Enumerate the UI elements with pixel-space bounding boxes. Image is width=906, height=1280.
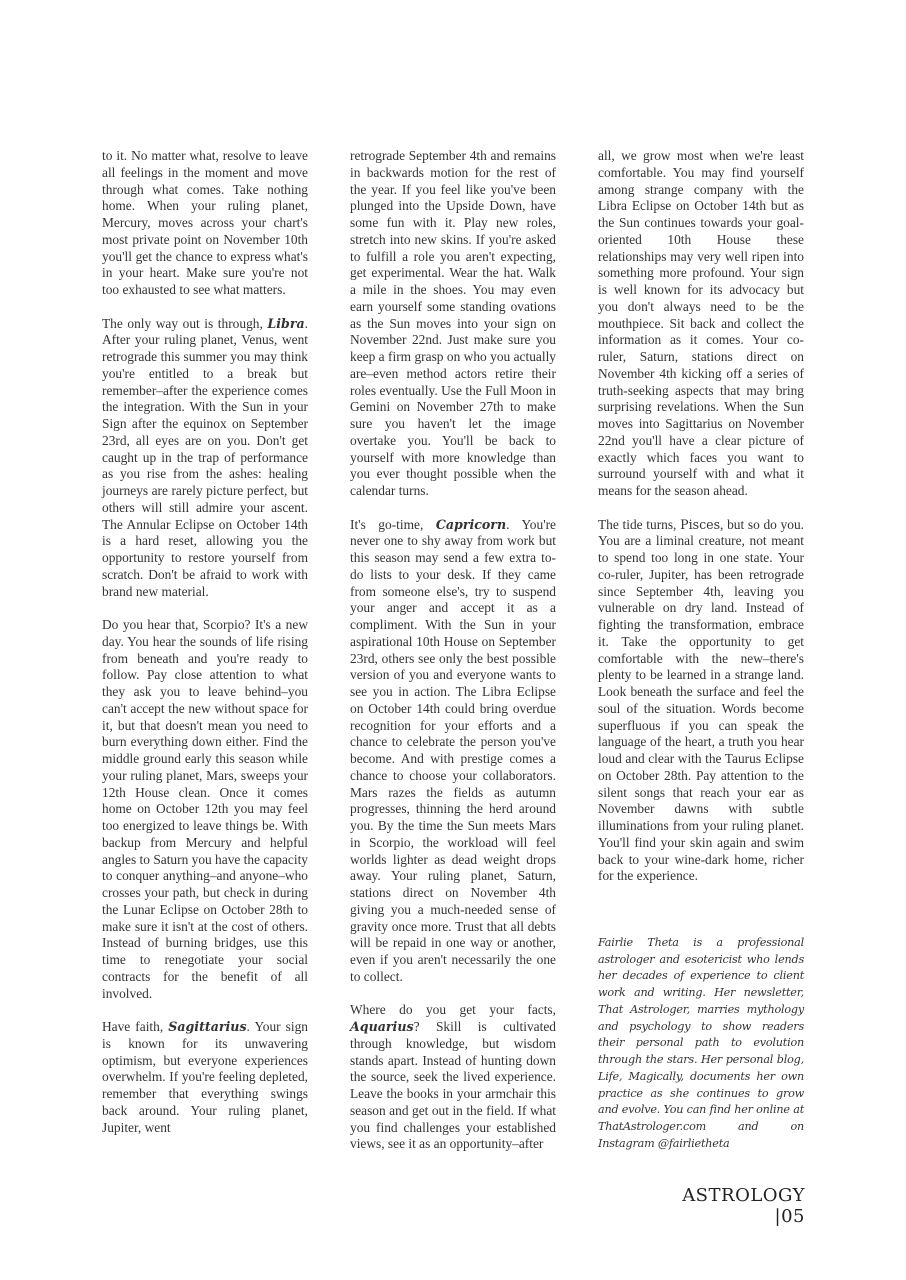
paragraph-gemini-end: to it. No matter what, resolve to leave all feelings in the moment and move through what comes. Take nothing home. When your ruling planet, Mercury, moves across your chart's most private point on November 10th you'll get the chance to express what's in your heart. Make sure you're not too exhausted to see what matters.	[102, 148, 308, 297]
author-bio: Fairlie Theta is a professional astrologer and esotericist who lends her decades of experience to client work and writing. Her newsletter, That Astrologer, marries mythology and psychology to show readers their personal path to evolution through the stars. Her personal blog, Life, Magically, documents her own practice as she continues to grow and evolve. You can find her online at ThatAstrologer.com and on Instagram @fairlietheta	[598, 935, 804, 1150]
folio-separator: |	[774, 1206, 782, 1227]
sign-name-sagittarius: Sagittarius	[168, 1019, 247, 1034]
paragraph-libra: The only way out is through, Libra. After your ruling planet, Venus, went retrograde this summer you may think you're entitled to a break but remember–after the experience comes the integration. With the Sun in your Sign after the equinox on September 23rd, all eyes are on you. Don't get caught up in the trap of performance as you rise from the ashes: healing journeys are rarely picture perfect, but others will still admire your ascent. The Annular Eclipse on October 14th is a hard reset, allowing you the opportunity to restore yourself from scratch. Don't be afraid to work with brand new material.	[102, 315, 308, 599]
sign-name-capricorn: Capricorn	[435, 516, 507, 532]
sign-name-libra: Libra	[267, 315, 305, 331]
paragraph-pisces: The tide turns, Pisces, but so do you. You are a liminal creature, not meant to spend too long in one state. Your co-ruler, Jupiter, has been retrograde since September 4th, leaving you vulnerable on dry land. Instead of fighting the transformation, embrace it. Take the opportunity to get comfortable with the new–there's plenty to be learned in a strange land. Look beneath the surface and feel the soul of the situation. Words become superfluous if you can speak the language of the heart, a truth you hear loud and clear with the Taurus Eclipse on October 28th. Pay attention to the silent songs that reach your ear as November dawns with subtle illuminations from your ruling planet. You'll find your skin again and swim back to your wine-dark home, richer for the experience.	[598, 516, 804, 884]
sign-name-aquarius: Aquarius	[350, 1019, 414, 1034]
paragraph-scorpio: Do you hear that, Scorpio? It's a new day. You hear the sounds of life rising from beneath and you're ready to follow. Pay close attention to what they ask you to leave behind–you can't accept the new without space for it, but that doesn't mean you need to burn everything down either. Find the middle ground early this season while your ruling planet, Mars, sweeps your 12th House clean. Once it comes home on October 12th you may feel too energized to leave things be. With backup from Mercury and helpful angles to Saturn you have the capacity to conquer anything–and anyone–who crosses your path, but check in during the Lunar Eclipse on October 28th to make sure it isn't at the cost of others. Instead of burning bridges, use this time to renegotiate your social contracts for the benefit of all involved.	[102, 617, 308, 1001]
column-2	[350, 148, 556, 1170]
paragraph-aquarius-cont: all, we grow most when we're least comfortable. You may find yourself among strange company with the Libra Eclipse on October 14th but as the Sun continues towards your goal-oriented 10th House these relationships may very well ripen into something more profound. Your sign is well known for its advocacy but you don't always need to be the mouthpiece. Sit back and collect the information as it comes. Your co-ruler, Saturn, stations direct on November 4th kicking off a series of truth-seeking aspects that may bring surprising revelations. When the Sun moves into Sagittarius on November 22nd you'll have a clear picture of exactly which faces you want to surround yourself with and what it means for the season ahead.	[598, 148, 804, 498]
paragraph-aquarius: Where do you get your facts, Aquarius? Skill is cultivated through knowledge, but wisdom stands apart. Instead of hunting down the source, seek the lived experience. Leave the books in your armchair this season and get out in the field. If what you find challenges your established views, see it as an opportunity–after	[350, 1002, 556, 1152]
section-name: ASTROLOGY	[682, 1185, 805, 1206]
paragraph-sagittarius: Have faith, Sagittarius. Your sign is known for its unwavering optimism, but everyone experiences overwhelm. If you're feeling depleted, remember that everything swings back around. Your ruling planet, Jupiter, went	[102, 1019, 308, 1135]
sign-name-pisces: Pisces	[680, 516, 721, 532]
column-1	[102, 148, 308, 1153]
paragraph-capricorn: It's go-time, Capricorn. You're never one to shy away from work but this season may send a few extra to-do lists to your desk. If they came from someone else's, try to suspend your anger and accept it as a compliment. With the Sun in your aspirational 10th House on September 23rd, others see only the best possible version of you and everyone wants to see you in action. The Libra Eclipse on October 14th could bring overdue recognition for your efforts and a chance to celebrate the person you've become. And with prestige comes a chance to choose your collaborators. Mars razes the fields as autumn progresses, thinning the herd around you. By the time the Sun meets Mars in Scorpio, the workload will feel worlds lighter as dead weight drops away. Your ruling planet, Saturn, stations direct on November 4th giving you a much-needed sense of gravity once more. Trust that all debts will be repaid in one way or another, even if you aren't necessarily the one to collect.	[350, 516, 557, 984]
page-folio	[655, 1185, 805, 1227]
page-number: 05	[781, 1206, 805, 1227]
column-3	[598, 148, 804, 1169]
bio-spacer	[598, 902, 804, 935]
paragraph-sagittarius-cont: retrograde September 4th and remains in backwards motion for the rest of the year. If you feel like you've been plunged into the Upside Down, have some fun with it. Play new roles, stretch into new skins. If you're asked to fulfill a role you aren't expecting, get experimental. Wear the hat. Walk a mile in the shoes. You may even earn yourself some standing ovations as the Sun moves into your sign on November 22nd. Just make sure you keep a firm grasp on who you actually are–even method actors retire their roles eventually. Use the Full Moon in Gemini on November 27th to make sure you haven't let the image overtake you. You'll be back to yourself with more knowledge than you ever thought possible when the calendar turns.	[350, 148, 556, 498]
